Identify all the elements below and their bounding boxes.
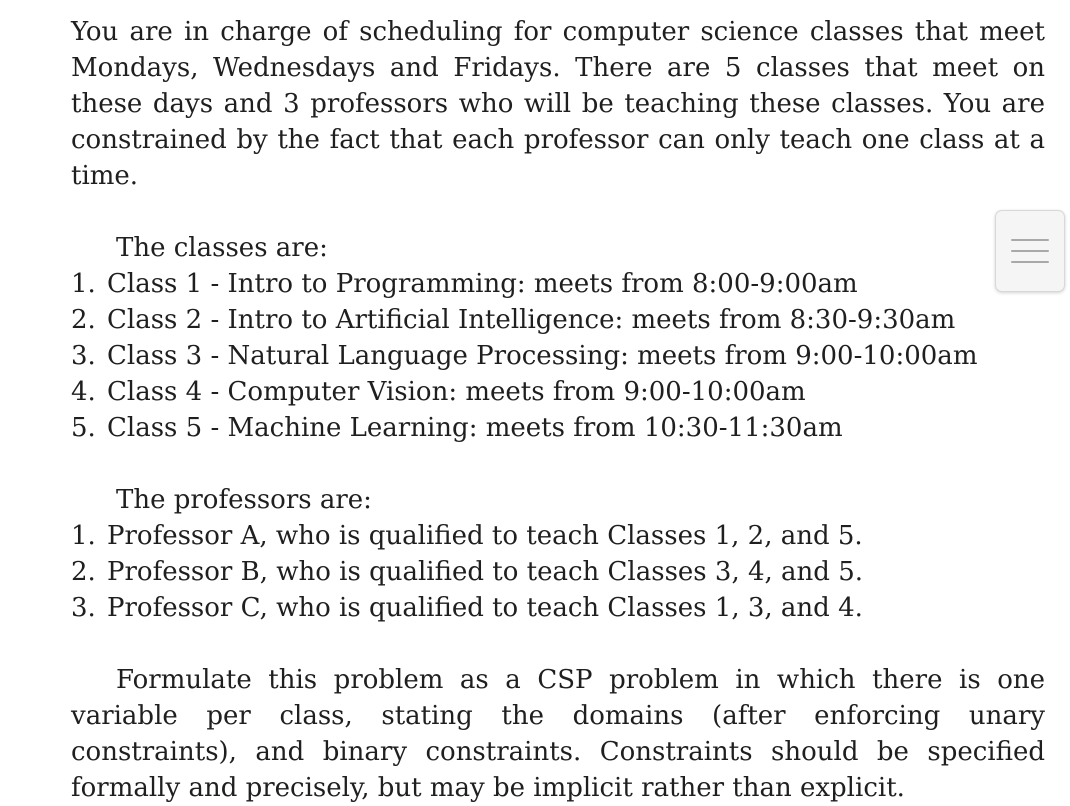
menu-button[interactable] [995,210,1065,292]
list-item-text: Professor B, who is qualified to teach Classes 3, 4, and 5. [107,557,864,587]
task-paragraph: Formulate this problem as a CSP problem in which there is one variable per class, stating the domains (after enforcing unary constraints), and binary constraints. Constraints should be specified formally and precisely, but may be implicit rather than explicit. [71,665,1045,803]
hamburger-menu-icon [1011,239,1049,263]
list-item [71,518,1045,554]
section-spacer [71,194,1045,230]
list-item [71,302,1045,338]
list-item-text: Class 4 - Computer Vision: meets from 9:00-10:00am [107,377,806,407]
list-item-number: 5. [71,413,96,443]
list-item-text: Professor C, who is qualified to teach Classes 1, 3, and 4. [107,593,863,623]
intro-paragraph: You are in charge of scheduling for computer science classes that meet Mondays, Wednesdays and Fridays. There are 5 classes that meet on these days and 3 professors who will be teaching these classes. You are constrained by the fact that each professor can only teach one class at a time. [71,17,1045,191]
list-item-text: Professor A, who is qualified to teach Classes 1, 2, and 5. [107,521,863,551]
list-item-number: 1. [71,521,96,551]
list-item-text: Class 2 - Intro to Artificial Intelligence: meets from 8:30-9:30am [107,305,956,335]
list-item-number: 1. [71,269,96,299]
list-item-number: 4. [71,377,96,407]
list-item-text: Class 5 - Machine Learning: meets from 10:30-11:30am [107,413,843,443]
list-item [71,338,1045,374]
classes-heading: The classes are: [116,233,328,263]
list-item-number: 2. [71,557,96,587]
section-spacer [71,626,1045,662]
list-item-number: 2. [71,305,96,335]
list-item-number: 3. [71,593,96,623]
list-item-number: 3. [71,341,96,371]
list-item-text: Class 3 - Natural Language Processing: meets from 9:00-10:00am [107,341,978,371]
professors-heading: The professors are: [116,485,372,515]
document-page [71,14,1045,806]
list-item [71,590,1045,626]
list-item [71,410,1045,446]
classes-list [71,266,1045,446]
list-item [71,266,1045,302]
list-item [71,374,1045,410]
section-spacer [71,446,1045,482]
professors-list [71,518,1045,626]
list-item-text: Class 1 - Intro to Programming: meets from 8:00-9:00am [107,269,858,299]
list-item [71,554,1045,590]
